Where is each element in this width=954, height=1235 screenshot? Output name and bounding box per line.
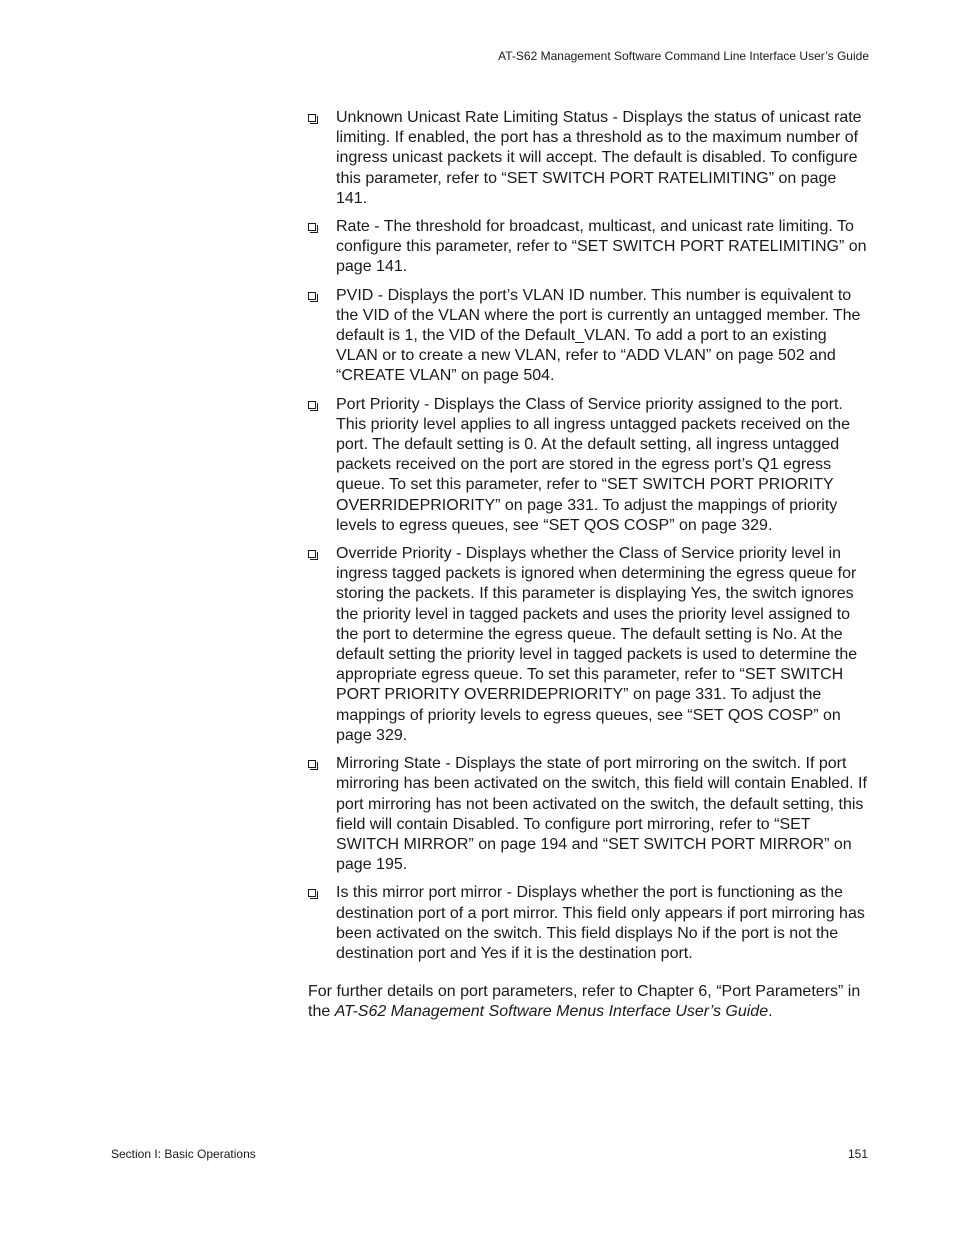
list-item bbox=[308, 108, 868, 209]
list-item-text: Rate - The threshold for broadcast, multicast, and unicast rate limiting. To configure this parameter, refer to “SET SWITCH PORT RATELIMITING” on page 141. bbox=[336, 218, 867, 276]
footer-section: Section I: Basic Operations bbox=[111, 1147, 256, 1161]
list-item bbox=[308, 754, 868, 875]
checkbox-bullet-icon bbox=[308, 114, 319, 125]
list-item-text: Port Priority - Displays the Class of Service priority assigned to the port. This priority level applies to all ingress untagged packets received on the port. The default setting is 0. At the default setting, all ingress untagged packets received on the port are stored in the egress port’s Q1 egress queue. To set this parameter, refer to “SET SWITCH PORT PRIORITY OVERRIDEPRIORITY” on page 331. To adjust the mappings of priority levels to egress queues, see “SET QOS COSP” on page 329. bbox=[336, 395, 851, 534]
closing-lead: For further details on port parameters, refer to Chapter 6, “Port Parameters” in the bbox=[308, 983, 861, 1021]
closing-paragraph bbox=[308, 982, 868, 1022]
list-item bbox=[308, 544, 868, 746]
list-item bbox=[308, 286, 868, 387]
checkbox-bullet-icon bbox=[308, 760, 319, 771]
guide-title: AT-S62 Management Software Menus Interface User’s Guide bbox=[334, 1003, 769, 1021]
list-item bbox=[308, 395, 868, 536]
list-item-text: Override Priority - Displays whether the Class of Service priority level in ingress tagged packets is ignored when determining the egress queue for storing the packets. If this parameter is displaying Yes, the switch ignores the priority level in tagged packets and uses the priority level assigned to the port to determine the egress queue. The default setting is No. At the default setting the priority level in tagged packets is used to determine the appropriate egress queue. To set this parameter, refer to “SET SWITCH PORT PRIORITY OVERRIDEPRIORITY” on page 331. To adjust the mappings of priority levels to egress queues, see “SET QOS COSP” on page 329. bbox=[336, 545, 858, 744]
running-header: AT-S62 Management Software Command Line Interface User’s Guide bbox=[498, 49, 869, 63]
list-item bbox=[308, 217, 868, 278]
page-number: 151 bbox=[847, 1147, 868, 1161]
list-item-text: Mirroring State - Displays the state of port mirroring on the switch. If port mirroring has been activated on the switch, this field will contain Enabled. If port mirroring has not been activated on the switch, the default setting, this field will contain Disabled. To configure port mirroring, refer to “SET SWITCH MIRROR” on page 194 and “SET SWITCH PORT MIRROR” on page 195. bbox=[336, 755, 867, 874]
checkbox-bullet-icon bbox=[308, 889, 319, 900]
checkbox-bullet-icon bbox=[308, 292, 319, 303]
list-item-text: PVID - Displays the port’s VLAN ID number. This number is equivalent to the VID of the VLAN where the port is currently an untagged member. The default is 1, the VID of the Default_VLAN. To add a port to an existing VLAN or to create a new VLAN, refer to “ADD VLAN” on page 502 and “CREATE VLAN” on page 504. bbox=[336, 286, 861, 385]
list-item bbox=[308, 883, 868, 964]
checkbox-bullet-icon bbox=[308, 401, 319, 412]
list-item-text: Unknown Unicast Rate Limiting Status - Displays the status of unicast rate limiting. If enabled, the port has a threshold as to the maximum number of ingress unicast packets it will accept. The default is disabled. To configure this parameter, refer to “SET SWITCH PORT RATELIMITING” on page 141. bbox=[336, 109, 862, 207]
parameter-list bbox=[308, 108, 868, 964]
closing-tail: . bbox=[768, 1003, 773, 1021]
page-body bbox=[308, 108, 868, 1023]
checkbox-bullet-icon bbox=[308, 223, 319, 234]
list-item-text: Is this mirror port mirror - Displays whether the port is functioning as the destination port of a port mirror. This field only appears if port mirroring has been activated on the switch. This field displays No if the port is not the destination port and Yes if it is the destination port. bbox=[336, 884, 865, 962]
checkbox-bullet-icon bbox=[308, 550, 319, 561]
